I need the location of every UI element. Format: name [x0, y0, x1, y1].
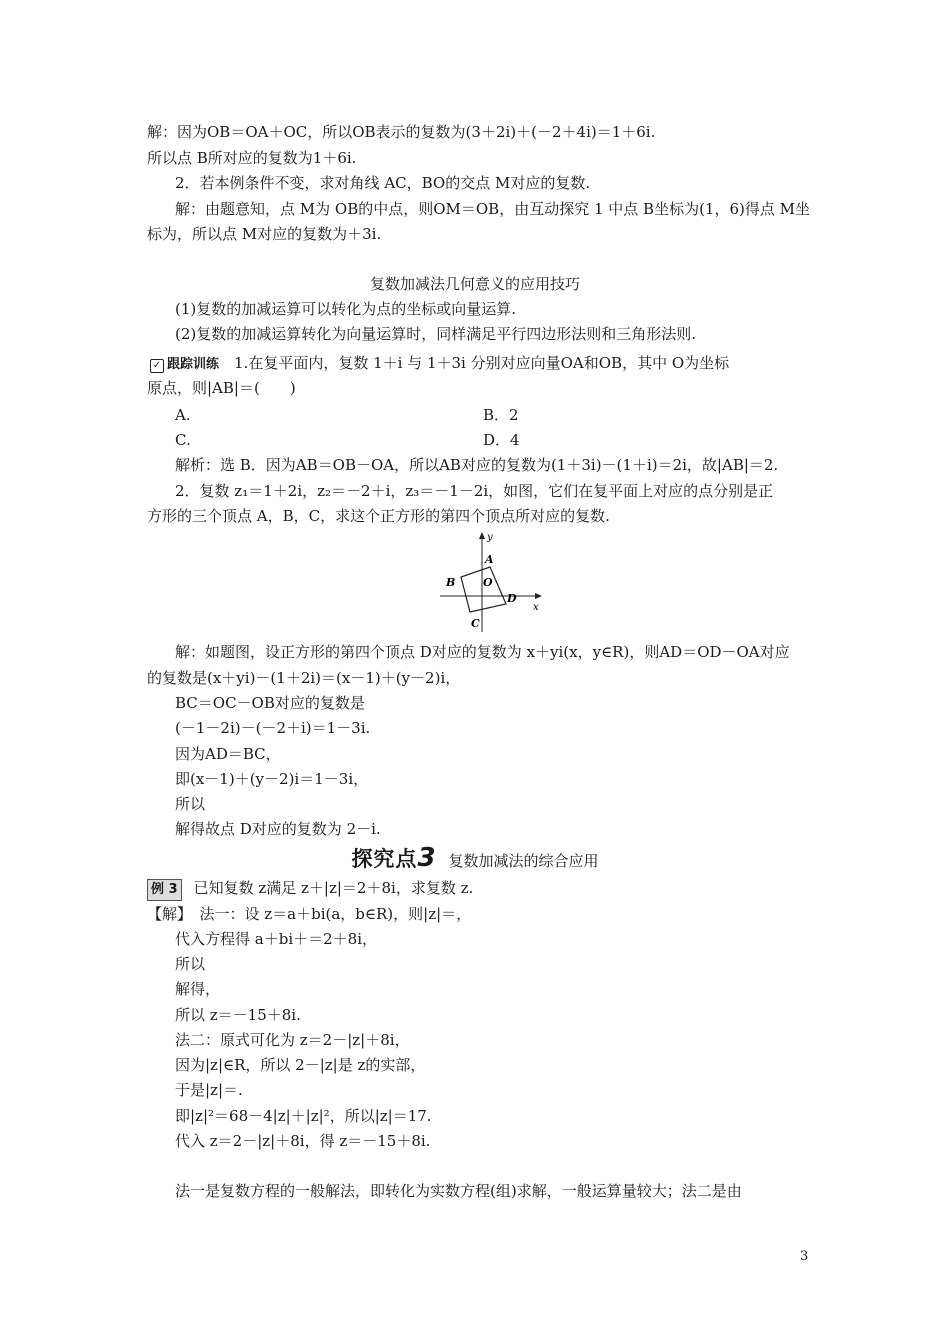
text-line: 解得， — [175, 980, 221, 998]
option-b: B．2 — [483, 406, 519, 424]
tips-heading: 复数加减法几何意义的应用技巧 — [369, 275, 580, 293]
text-line: 解析：选 B．因为AB＝OB－OA，所以AB对应的复数为(1＋3i)－(1＋i)＝2i，故|AB|＝2. — [175, 456, 779, 474]
label-o: O — [483, 576, 493, 589]
text-line: 即(x－1)＋(y－2)i＝1－3i， — [175, 770, 369, 788]
training-tag: ✓ 跟踪训练 — [147, 355, 222, 375]
section-title: 探究点3 — [351, 843, 437, 873]
text-line: 所以 — [175, 795, 206, 813]
label-a: A — [485, 553, 494, 566]
text-line: (－1－2i)－(－2＋i)＝1－3i. — [175, 719, 371, 737]
text-line: (1)复数的加减运算可以转化为点的坐标或向量运算. — [175, 300, 517, 318]
text-line: BC＝OC－OB对应的复数是 — [175, 694, 365, 712]
text-line: 所以点 B所对应的复数为1＋6i. — [147, 149, 357, 167]
section-heading — [0, 844, 950, 875]
text-line: 法一是复数方程的一般解法，即转化为实数方程(组)求解，一般运算量较大；法二是由 — [175, 1182, 742, 1200]
page-number: 3 — [800, 1249, 809, 1264]
option-a: A. — [175, 406, 191, 424]
text-line: 代入方程得 a＋bi＋＝2＋8i， — [175, 930, 377, 948]
text-line: 方形的三个顶点 A，B，C，求这个正方形的第四个顶点所对应的复数. — [147, 507, 610, 525]
text-line: 标为，所以点 M对应的复数为＋3i. — [147, 225, 382, 243]
complex-plane-figure — [436, 526, 546, 634]
text-line: 的复数是(x＋yi)－(1＋2i)＝(x－1)＋(y－2)i， — [147, 669, 461, 687]
square-abcd — [461, 567, 506, 612]
text-line: 2．若本例条件不变，求对角线 AC，BO的交点 M对应的复数. — [175, 174, 591, 192]
y-label: y — [487, 532, 493, 543]
text-line: 所以 — [175, 955, 206, 973]
option-c: C. — [175, 431, 191, 449]
text-line: ✓ 跟踪训练 1.在复平面内，复数 1＋i 与 1＋3i 分别对应向量OA和OB，其中 O为坐标 — [147, 353, 729, 375]
section-subtitle: 复数加减法的综合应用 — [448, 852, 599, 870]
text-line: 解：如题图，设正方形的第四个顶点 D对应的复数为 x＋yi(x，y∈R)，则AD＝OD－OA对应 — [175, 643, 790, 661]
text-line: 解得故点 D对应的复数为 2－i. — [175, 820, 381, 838]
text-line: 原点，则|AB|＝( ) — [147, 379, 296, 397]
label-d: D — [507, 592, 517, 605]
text-line: 因为AD＝BC， — [175, 745, 281, 763]
text-line: 2．复数 z₁＝1＋2i，z₂＝－2＋i，z₃＝－1－2i，如图，它们在复平面上对应的点分别是正 — [175, 482, 774, 500]
label-c: C — [471, 617, 480, 630]
text-line: 代入 z＝2－|z|＋8i，得 z＝－15＋8i. — [175, 1132, 431, 1150]
text-line: 所以 z＝－15＋8i. — [175, 1006, 301, 1024]
example-tag: 例 3 — [147, 879, 182, 901]
text-line: 例 3 已知复数 z满足 z＋|z|＝2＋8i，求复数 z. — [147, 878, 473, 901]
text-line: 解：因为OB＝OA＋OC，所以OB表示的复数为(3＋2i)＋(－2＋4i)＝1＋6i. — [147, 123, 656, 141]
text-line: 【解】 法一：设 z＝a＋bi(a，b∈R)，则|z|＝， — [147, 905, 472, 923]
option-d: D．4 — [483, 431, 520, 449]
x-label: x — [533, 602, 539, 613]
text-line: 因为|z|∈R，所以 2－|z|是 z的实部， — [175, 1056, 426, 1074]
text-line: (2)复数的加减运算转化为向量运算时，同样满足平行四边形法则和三角形法则. — [175, 325, 697, 343]
label-b: B — [446, 576, 456, 589]
text-line: 于是|z|＝. — [175, 1081, 243, 1099]
text-line: 即|z|²＝68－4|z|＋|z|²，所以|z|＝17. — [175, 1107, 432, 1125]
text-line: 法二：原式可化为 z＝2－|z|＋8i， — [175, 1031, 410, 1049]
text-line: 解：由题意知，点 M为 OB的中点，则OM＝OB，由互动探究 1 中点 B坐标为(1，6)得点 M坐 — [175, 200, 810, 218]
check-icon: ✓ — [150, 359, 164, 373]
